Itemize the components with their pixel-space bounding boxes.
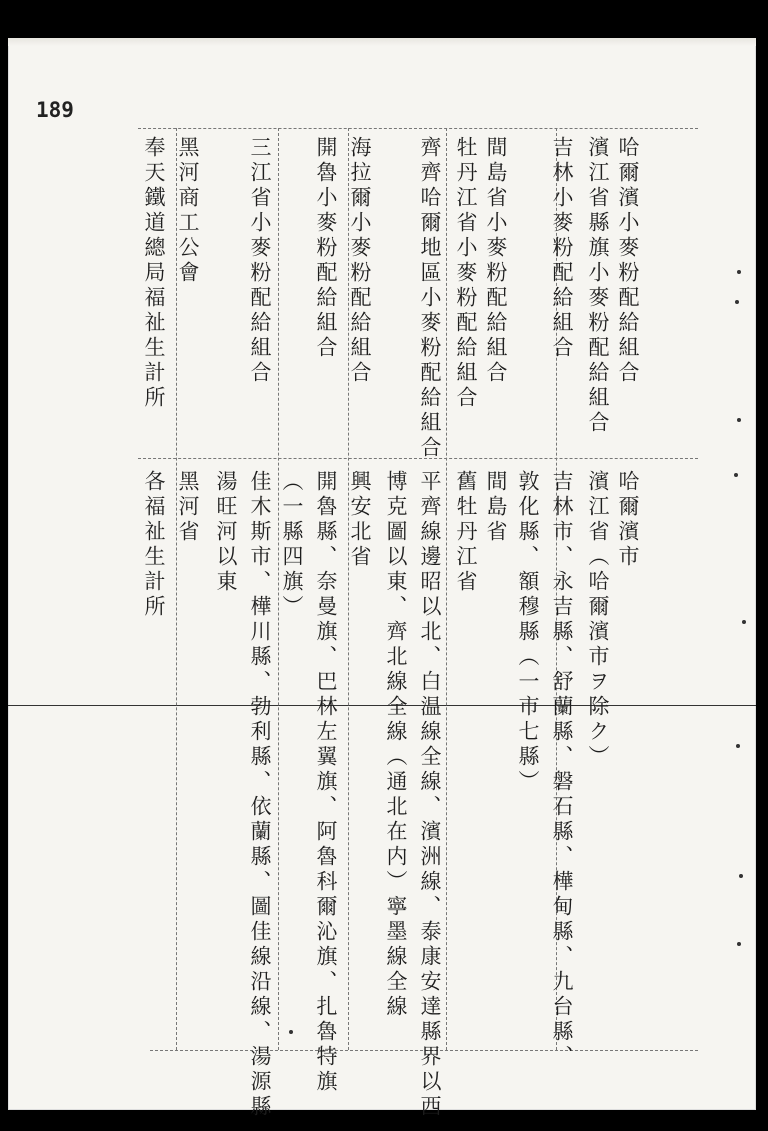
scan-speck	[737, 270, 741, 274]
service-area: 興安北省	[348, 470, 372, 570]
service-area: 哈爾濱市	[616, 470, 640, 570]
service-area: 舊牡丹江省	[454, 470, 478, 595]
org-name: 哈爾濱小麥粉配給組合	[616, 136, 640, 386]
page-number: 189	[36, 98, 74, 122]
scan-speck	[737, 942, 741, 946]
scan-speck	[737, 418, 741, 422]
scan-speck	[735, 300, 739, 304]
service-area: 佳木斯市、樺川縣、勃利縣、依蘭縣、圖佳線沿線、湯源縣	[248, 470, 272, 1120]
service-area: 湯旺河以東	[214, 470, 238, 595]
org-name: 吉林小麥粉配給組合	[550, 136, 574, 361]
column-rule	[446, 128, 447, 1050]
service-area: 間島省	[484, 470, 508, 545]
service-area: 黑河省	[176, 470, 200, 545]
scan-speck	[736, 744, 740, 748]
org-name: 奉天鐵道總局福祉生計所	[142, 136, 166, 411]
scan-speck	[742, 620, 746, 624]
scan-speck	[734, 473, 738, 477]
scan-crease-line	[8, 705, 756, 706]
org-name: 牡丹江省小麥粉配給組合	[454, 136, 478, 411]
service-area: 平齊線邊昭以北、白温線全線、濱洲線、泰康安達縣界以西	[418, 470, 442, 1120]
service-area: 濱江省（哈爾濱市ヲ除ク）	[586, 470, 610, 770]
org-name: 齊齊哈爾地區小麥粉配給組合	[418, 136, 442, 461]
org-name: 濱江省縣旗小麥粉配給組合	[586, 136, 610, 436]
document-page	[8, 38, 756, 1120]
table-top-rule	[138, 128, 698, 129]
service-area: 博克圖以東、齊北線全線（通北在内）寧墨線全線	[384, 470, 408, 1020]
org-name: 開魯小麥粉配給組合	[314, 136, 338, 361]
org-name: 海拉爾小麥粉配給組合	[348, 136, 372, 386]
column-rule	[278, 128, 279, 1050]
scan-speck	[289, 1030, 293, 1034]
org-name: 黑河商工公會	[176, 136, 200, 286]
service-area: （一縣四旗）	[280, 470, 304, 620]
service-area: 各福祉生計所	[142, 470, 166, 620]
scan-edge	[8, 38, 756, 46]
org-name: 間島省小麥粉配給組合	[484, 136, 508, 386]
scan-speck	[739, 874, 743, 878]
service-area: 敦化縣、額穆縣（一市七縣）	[516, 470, 540, 795]
org-name: 三江省小麥粉配給組合	[248, 136, 272, 386]
service-area: 吉林市、永吉縣、舒蘭縣、磐石縣、樺甸縣、九台縣、	[550, 470, 574, 1070]
service-area: 開魯縣、奈曼旗、巴林左翼旗、阿魯科爾沁旗、扎魯特旗	[314, 470, 338, 1095]
